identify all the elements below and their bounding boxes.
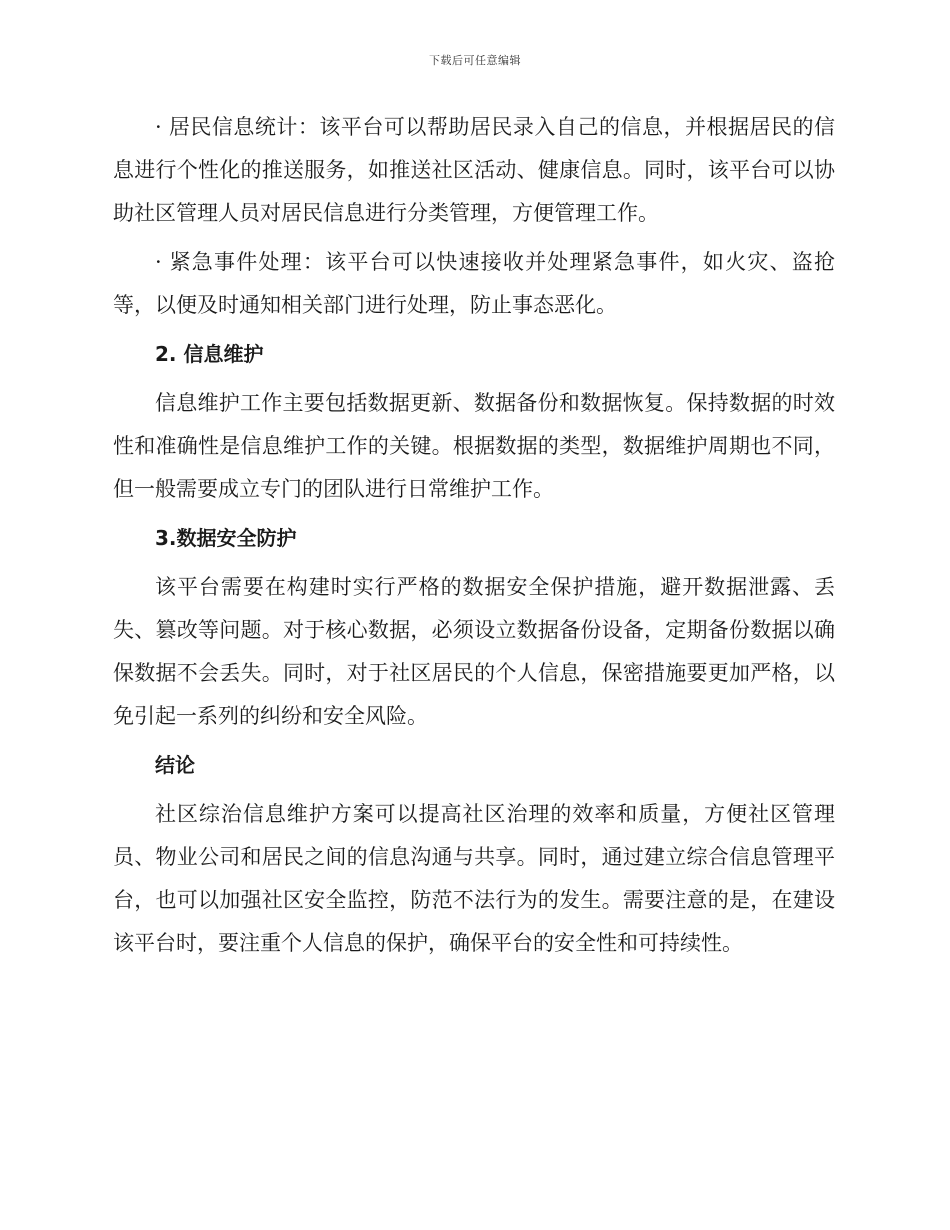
heading-info-maintenance: 2. 信息维护: [155, 342, 264, 366]
page-header: 下载后可任意编辑: [429, 54, 521, 67]
paragraph-conclusion: 社区综治信息维护方案可以提高社区治理的效率和质量，方便社区管理员、物业公司和居民之间的信息沟通与共享。同时，通过建立综合信息管理平台，也可以加强社区安全监控，防范不法行为的发生。需要注意的是，在建设该平台时，要注重个人信息的保护，确保平台的安全性和可持续性。: [113, 802, 835, 955]
paragraph-info-maintenance: 信息维护工作主要包括数据更新、数据备份和数据恢复。保持数据的时效性和准确性是信息维护工作的关键。根据数据的类型，数据维护周期也不同，但一般需要成立专门的团队进行日常维护工作。: [113, 391, 835, 501]
paragraph-data-security: 该平台需要在构建时实行严格的数据安全保护措施，避开数据泄露、丢失、篡改等问题。对于核心数据，必须设立数据备份设备，定期备份数据以确保数据不会丢失。同时，对于社区居民的个人信息，保密措施要更加严格，以免引起一系列的纠纷和安全风险。: [113, 575, 835, 728]
paragraph-emergency: · 紧急事件处理：该平台可以快速接收并处理紧急事件，如火灾、盗抢等，以便及时通知相关部门进行处理，防止事态恶化。: [113, 250, 835, 317]
document-body: [113, 106, 835, 971]
paragraph-resident-info: · 居民信息统计：该平台可以帮助居民录入自己的信息，并根据居民的信息进行个性化的推送服务，如推送社区活动、健康信息。同时，该平台可以协助社区管理人员对居民信息进行分类管理，方便管理工作。: [113, 115, 835, 225]
heading-data-security: 3.数据安全防护: [155, 526, 297, 550]
heading-conclusion: 结论: [155, 753, 195, 777]
